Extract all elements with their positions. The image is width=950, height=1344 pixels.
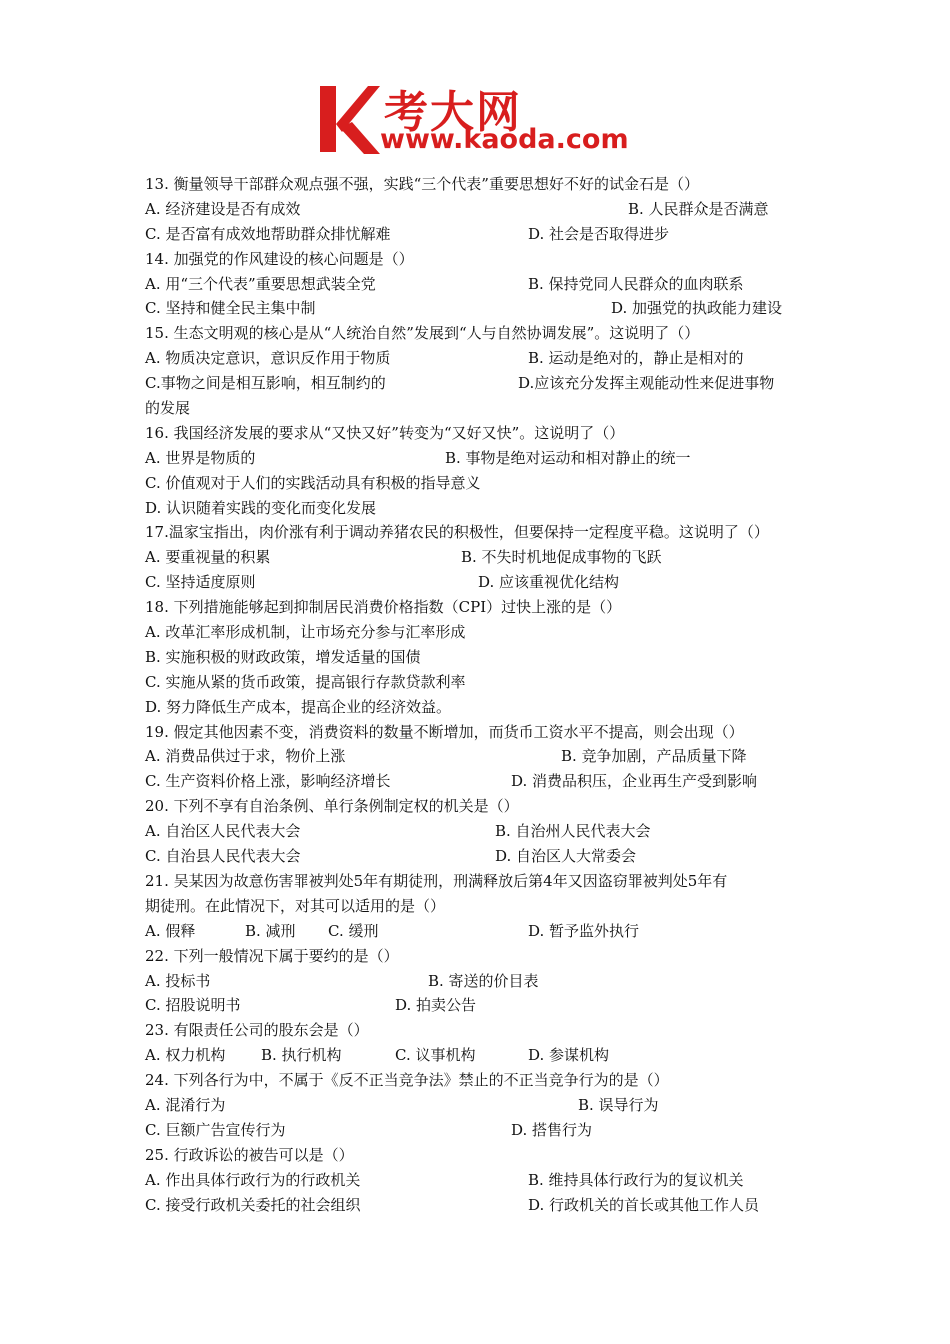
q25-option-b: B. 维持具体行政行为的复议机关 <box>528 1170 744 1189</box>
q24-option-d: D. 搭售行为 <box>511 1120 593 1139</box>
q23-stem: 23. 有限责任公司的股东会是（） <box>145 1021 369 1040</box>
q17-option-b: B. 不失时机地促成事物的飞跃 <box>461 548 662 567</box>
q18-option-c: C. 实施从紧的货币政策，提高银行存款贷款利率 <box>145 672 466 691</box>
q17-option-d: D. 应该重视优化结构 <box>478 573 620 592</box>
logo-chinese-text: 考大网 <box>384 87 522 138</box>
q13-option-b: B. 人民群众是否满意 <box>628 199 769 218</box>
q21-option-c: C. 缓刑 <box>328 921 379 940</box>
q18-option-d: D. 努力降低生产成本，提高企业的经济效益。 <box>145 697 452 716</box>
q19-option-b: B. 竞争加剧，产品质量下降 <box>561 747 747 766</box>
q25-stem: 25. 行政诉讼的被告可以是（） <box>145 1145 354 1164</box>
q16-option-d: D. 认识随着实践的变化而变化发展 <box>145 498 377 517</box>
q17-stem: 17.温家宝指出，肉价涨有利于调动养猪农民的积极性，但要保持一定程度平稳。这说明了（） <box>145 523 769 542</box>
q15-option-c: C.事物之间是相互影响，相互制约的 <box>145 374 386 393</box>
q22-option-a: A. 投标书 <box>145 971 211 990</box>
q23-option-d: D. 参谋机构 <box>528 1046 610 1065</box>
q14-option-a: A. 用“三个代表”重要思想武装全党 <box>145 274 376 293</box>
q23-option-a: A. 权力机构 <box>145 1046 226 1065</box>
q22-option-d: D. 拍卖公告 <box>395 996 477 1015</box>
q24-option-b: B. 误导行为 <box>578 1095 659 1114</box>
q19-option-a: A. 消费品供过于求，物价上涨 <box>145 747 346 766</box>
q13-option-d: D. 社会是否取得进步 <box>528 224 670 243</box>
q18-stem: 18. 下列措施能够起到抑制居民消费价格指数（CPI）过快上涨的是（） <box>145 598 622 617</box>
q16-option-b: B. 事物是绝对运动和相对静止的统一 <box>445 448 691 467</box>
q25-option-d: D. 行政机关的首长或其他工作人员 <box>528 1195 760 1214</box>
q16-option-c: C. 价值观对于人们的实践活动具有积极的指导意义 <box>145 473 481 492</box>
q20-option-c: C. 自治县人民代表大会 <box>145 847 301 866</box>
q16-stem: 16. 我国经济发展的要求从“又快又好”转变为“又好又快”。这说明了（） <box>145 423 625 442</box>
q18-option-b: B. 实施积极的财政政策，增发适量的国债 <box>145 647 421 666</box>
q22-stem: 22. 下列一般情况下属于要约的是（） <box>145 946 399 965</box>
q21-stem-continued: 期徒刑。在此情况下，对其可以适用的是（） <box>145 896 446 915</box>
logo-url-text: www.kaoda.com <box>380 124 629 155</box>
q25-option-c: C. 接受行政机关委托的社会组织 <box>145 1195 361 1214</box>
q21-option-d: D. 暂予监外执行 <box>528 921 640 940</box>
q25-option-a: A. 作出具体行政行为的行政机关 <box>145 1170 361 1189</box>
q20-option-d: D. 自治区人大常委会 <box>495 847 637 866</box>
q13-option-a: A. 经济建设是否有成效 <box>145 199 301 218</box>
q21-option-b: B. 减刑 <box>245 921 296 940</box>
k-logo-icon <box>318 82 380 156</box>
q15-option-d-continued: 的发展 <box>145 399 191 418</box>
q15-option-d: D.应该充分发挥主观能动性来促进事物 <box>518 374 775 393</box>
q17-option-c: C. 坚持适度原则 <box>145 573 256 592</box>
q22-option-b: B. 寄送的价目表 <box>428 971 539 990</box>
q18-option-a: A. 改革汇率形成机制，让市场充分参与汇率形成 <box>145 623 466 642</box>
q19-option-c: C. 生产资料价格上涨，影响经济增长 <box>145 772 391 791</box>
exam-questions <box>145 172 815 1217</box>
q20-option-b: B. 自治州人民代表大会 <box>495 822 651 841</box>
q19-option-d: D. 消费品积压，企业再生产受到影响 <box>511 772 758 791</box>
q15-stem: 15. 生态文明观的核心是从“人统治自然”发展到“人与自然协调发展”。这说明了（） <box>145 324 700 343</box>
q15-option-b: B. 运动是绝对的，静止是相对的 <box>528 349 744 368</box>
q14-option-c: C. 坚持和健全民主集中制 <box>145 299 316 318</box>
kaoda-logo <box>318 80 638 160</box>
q14-option-b: B. 保持党同人民群众的血肉联系 <box>528 274 744 293</box>
q21-stem: 21. 吴某因为故意伤害罪被判处5年有期徒刑，刑满释放后第4年又因盗窃罪被判处5年有 <box>145 871 728 890</box>
q14-option-d: D. 加强党的执政能力建设 <box>611 299 783 318</box>
q24-option-a: A. 混淆行为 <box>145 1095 226 1114</box>
q21-option-a: A. 假释 <box>145 921 196 940</box>
q13-option-c: C. 是否富有成效地帮助群众排忧解难 <box>145 224 391 243</box>
q23-option-b: B. 执行机构 <box>261 1046 342 1065</box>
q15-option-a: A. 物质决定意识，意识反作用于物质 <box>145 349 391 368</box>
q13-stem: 13. 衡量领导干部群众观点强不强，实践“三个代表”重要思想好不好的试金石是（） <box>145 175 699 193</box>
q20-stem: 20. 下列不享有自治条例、单行条例制定权的机关是（） <box>145 797 519 816</box>
q16-option-a: A. 世界是物质的 <box>145 448 256 467</box>
q19-stem: 19. 假定其他因素不变，消费资料的数量不断增加，而货币工资水平不提高，则会出现（） <box>145 722 744 741</box>
q23-option-c: C. 议事机构 <box>395 1046 476 1065</box>
q17-option-a: A. 要重视量的积累 <box>145 548 271 567</box>
q20-option-a: A. 自治区人民代表大会 <box>145 822 301 841</box>
q24-option-c: C. 巨额广告宣传行为 <box>145 1120 286 1139</box>
q22-option-c: C. 招股说明书 <box>145 996 241 1015</box>
q14-stem: 14. 加强党的作风建设的核心问题是（） <box>145 249 414 268</box>
q24-stem: 24. 下列各行为中，不属于《反不正当竞争法》禁止的不正当竞争行为的是（） <box>145 1071 669 1090</box>
